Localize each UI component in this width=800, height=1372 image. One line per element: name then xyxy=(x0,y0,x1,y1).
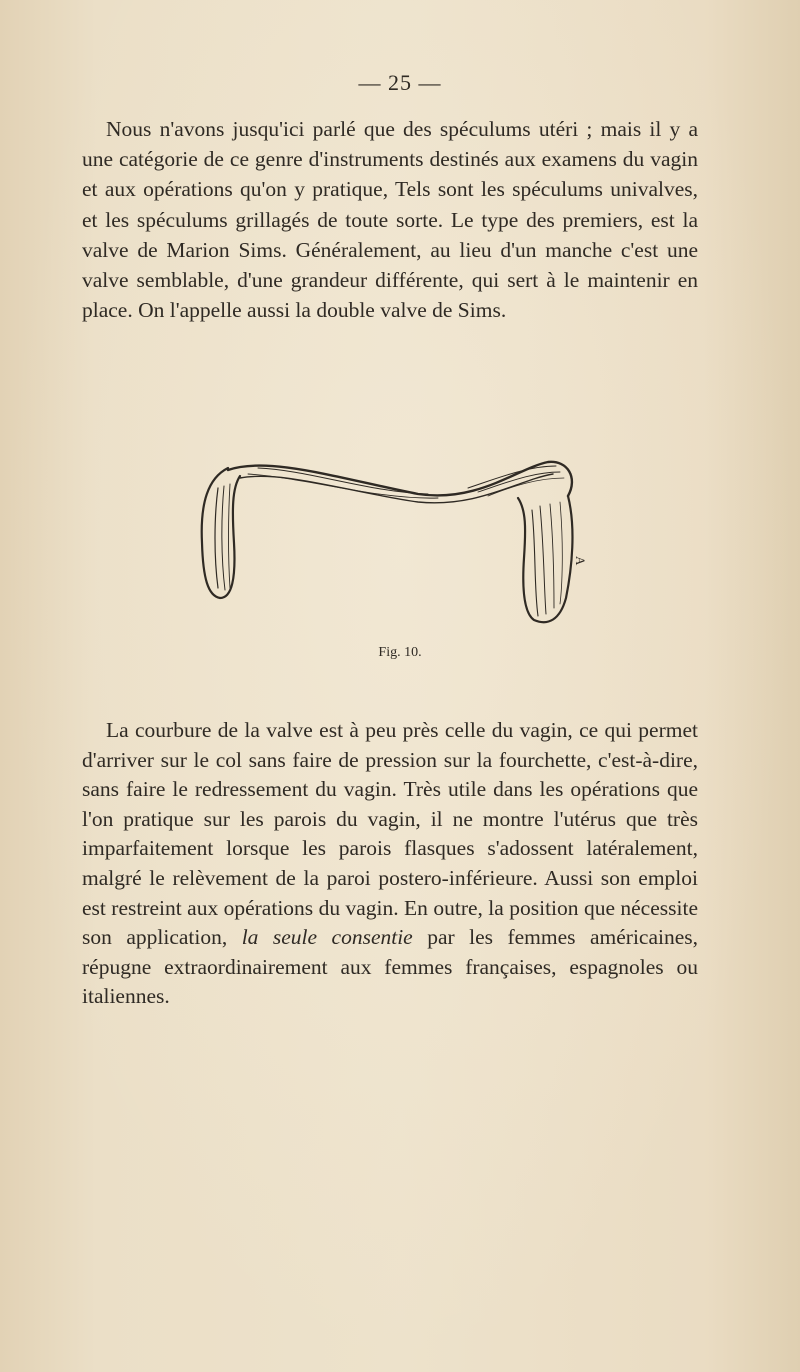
paragraph-text-part-1: La courbure de la valve est à peu près celle du vagin, ce qui permet d'arriver sur le col sans faire de pression sur la fourchette, c'est-à-dire, sans faire le redressement du vagin. Très utile dans les opérations que l'on pratique sur les parois du vagin, il ne montre l'utérus que très imparfaitement lorsque les parois flasques s'adossent latéralement, malgré le relèvement de la paroi postero-inférieure. Aussi son emploi est restreint aux opérations du vagin. En outre, la position que nécessite son application, xyxy=(82,718,698,950)
figure-caption: Fig. 10. xyxy=(378,645,422,660)
figure-label-a: A xyxy=(573,556,588,566)
italic-phrase: la seule consentie xyxy=(241,925,413,950)
figure-sims-double-valve xyxy=(188,448,608,638)
paragraph-intro: Nous n'avons jusqu'ici parlé que des spéculums utéri ; mais il y a une catégorie de ce genre d'instruments destinés aux examens du vagin et aux opérations qu'on y pratique, Tels sont les spéculums univalves, et les spéculums grillagés de toute sorte. Le type des premiers, est la valve de Marion Sims. Généralement, au lieu d'un manche c'est une valve semblable, d'une grandeur différente, qui sert à le maintenir en place. On l'appelle aussi la double valve de Sims. xyxy=(82,117,698,323)
paragraph-text-part-2: par les femmes américaines, répugne extraordinairement aux femmes françaises, espagnoles ou italiennes. xyxy=(82,925,699,1009)
page-number: — 25 — xyxy=(358,70,442,95)
paragraph-curvature xyxy=(82,716,698,1012)
